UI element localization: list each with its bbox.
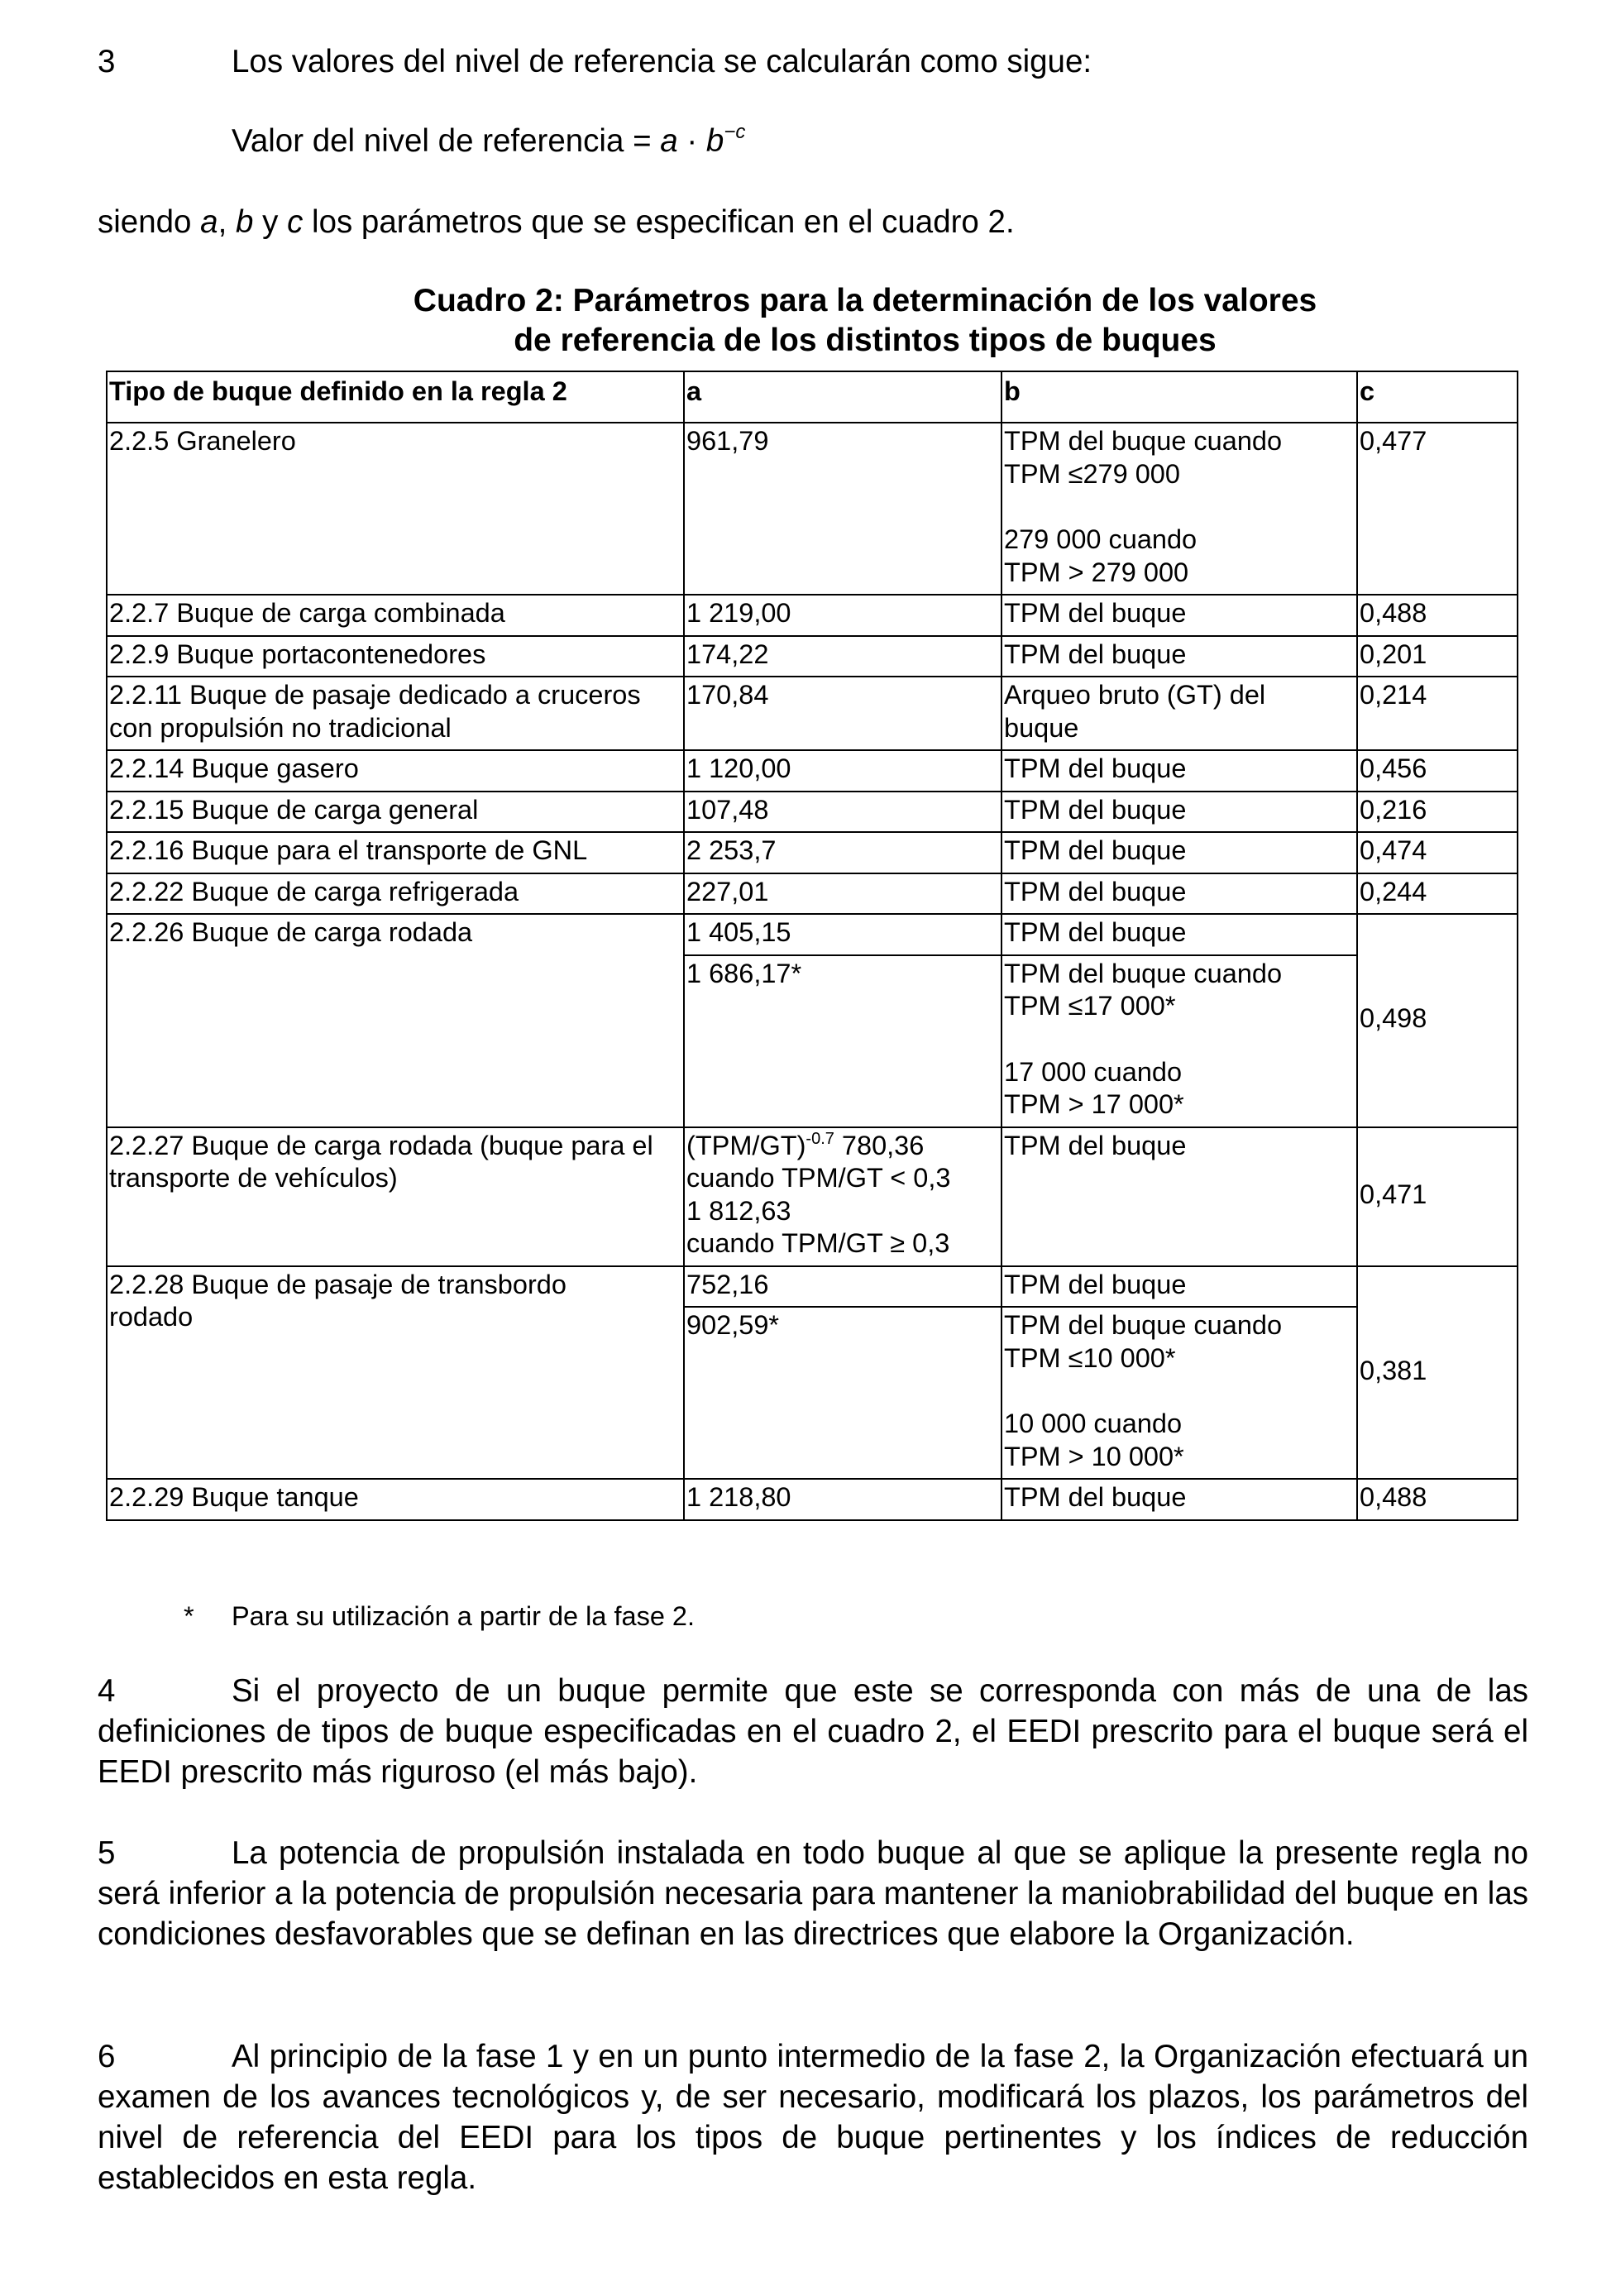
footnote-mark: *	[184, 1601, 194, 1631]
ship-type-cell: 2.2.5 Granelero	[107, 423, 684, 595]
paragraph-text: Los valores del nivel de referencia se calcularán como sigue:	[232, 44, 1092, 79]
c-cell: 0,488	[1357, 595, 1518, 636]
a-cell: 1 405,15	[684, 914, 1001, 955]
a-cell: 2 253,7	[684, 832, 1001, 873]
table-footnote	[184, 1600, 695, 1633]
c-cell: 0,474	[1357, 832, 1518, 873]
a-cell: 961,79	[684, 423, 1001, 595]
ship-type-cell: 2.2.11 Buque de pasaje dedicado a cruceros con propulsión no tradicional	[107, 677, 684, 750]
a-cell: 1 120,00	[684, 750, 1001, 792]
a-cell: 1 686,17*	[684, 955, 1001, 1127]
paragraph-number: 5	[98, 1835, 116, 1871]
header-c: c	[1357, 371, 1518, 423]
table-title	[106, 281, 1611, 361]
b-cell: TPM del buque	[1001, 832, 1357, 873]
b-cell: TPM del buque cuando TPM ≤17 000* 17 000 cuando TPM > 17 000*	[1001, 955, 1357, 1127]
formula-exponent: −c	[724, 121, 746, 143]
b-cell: TPM del buque cuando TPM ≤10 000* 10 000 cuando TPM > 10 000*	[1001, 1307, 1357, 1479]
ship-type-cell: 2.2.26 Buque de carga rodada	[107, 914, 684, 1127]
b-cell: TPM del buque	[1001, 1479, 1357, 1520]
b-cell: TPM del buque	[1001, 1266, 1357, 1308]
parameters-note: siendo a, b y c los parámetros que se especifican en el cuadro 2.	[98, 204, 1015, 240]
b-cell: Arqueo bruto (GT) del buque	[1001, 677, 1357, 750]
ship-type-cell: 2.2.7 Buque de carga combinada	[107, 595, 684, 636]
ship-type-cell: 2.2.15 Buque de carga general	[107, 792, 684, 833]
a-cell: 170,84	[684, 677, 1001, 750]
table-row	[107, 677, 1518, 750]
c-cell: 0,477	[1357, 423, 1518, 595]
a-cell: 1 219,00	[684, 595, 1001, 636]
c-cell: 0,381	[1357, 1266, 1518, 1480]
paragraph-3	[98, 41, 1528, 82]
ship-type-cell: 2.2.16 Buque para el transporte de GNL	[107, 832, 684, 873]
table-row	[107, 1479, 1518, 1520]
reference-formula	[232, 121, 745, 161]
ship-type-cell: 2.2.28 Buque de pasaje de transbordo rodado	[107, 1266, 684, 1480]
c-cell: 0,201	[1357, 636, 1518, 677]
ship-type-cell: 2.2.9 Buque portacontenedores	[107, 636, 684, 677]
formula-a: a	[660, 123, 678, 159]
footnote-text: Para su utilización a partir de la fase 2.	[232, 1601, 696, 1631]
a-cell: 902,59*	[684, 1307, 1001, 1479]
ship-type-cell: 2.2.29 Buque tanque	[107, 1479, 684, 1520]
table-header-row	[107, 371, 1518, 423]
table-row	[107, 914, 1518, 955]
paragraph-5	[98, 1833, 1528, 1954]
c-cell: 0,214	[1357, 677, 1518, 750]
formula-text: Valor del nivel de referencia =	[232, 123, 661, 159]
a-cell: 227,01	[684, 873, 1001, 915]
c-cell: 0,471	[1357, 1127, 1518, 1266]
b-cell: TPM del buque	[1001, 873, 1357, 915]
b-cell: TPM del buque	[1001, 1127, 1357, 1266]
table-row	[107, 792, 1518, 833]
paragraph-text: Al principio de la fase 1 y en un punto intermedio de la fase 2, la Organización efectuará un examen de los avances tecnológicos y, de ser necesario, modificará los plazos, los parámetros del nivel de referencia del EEDI para los tipos de buque pertinentes y los índices de reducción establecidos en esta regla.	[98, 2039, 1528, 2196]
formula-dot: ·	[677, 123, 706, 159]
paragraph-text: La potencia de propulsión instalada en todo buque al que se aplique la presente regla no será inferior a la potencia de propulsión necesaria para mantener la maniobrabilidad del buque en las condiciones desfavorables que se definan en las directrices que elabore la Organización.	[98, 1835, 1528, 1952]
paragraph-4	[98, 1671, 1528, 1792]
c-cell: 0,498	[1357, 914, 1518, 1127]
paragraph-number: 4	[98, 1673, 116, 1709]
b-cell: TPM del buque	[1001, 792, 1357, 833]
c-cell: 0,456	[1357, 750, 1518, 792]
table-row	[107, 423, 1518, 595]
b-cell: TPM del buque	[1001, 636, 1357, 677]
b-cell: TPM del buque cuando TPM ≤279 000 279 000 cuando TPM > 279 000	[1001, 423, 1357, 595]
header-b: b	[1001, 371, 1357, 423]
a-cell: 174,22	[684, 636, 1001, 677]
paragraph-number: 6	[98, 2039, 116, 2074]
a-cell: 752,16	[684, 1266, 1001, 1308]
c-cell: 0,488	[1357, 1479, 1518, 1520]
table-row	[107, 832, 1518, 873]
c-cell: 0,244	[1357, 873, 1518, 915]
table-row	[107, 750, 1518, 792]
ship-type-cell: 2.2.27 Buque de carga rodada (buque para el transporte de vehículos)	[107, 1127, 684, 1266]
b-cell: TPM del buque	[1001, 595, 1357, 636]
a-cell: 107,48	[684, 792, 1001, 833]
reference-parameters-table	[106, 371, 1518, 1521]
paragraph-text: Si el proyecto de un buque permite que este se corresponda con más de una de las definiciones de tipos de buque especificadas en el cuadro 2, el EEDI prescrito para el buque será el EEDI prescrito más riguroso (el más bajo).	[98, 1673, 1528, 1790]
table-row	[107, 595, 1518, 636]
paragraph-number: 3	[98, 44, 116, 79]
paragraph-6	[98, 2036, 1528, 2198]
a-cell: $(TPM/GT)^{-0.7}$ 780,36 cuando TPM/GT < 0,3 1 812,63 cuando TPM/GT ≥ 0,3	[684, 1127, 1001, 1266]
b-cell: TPM del buque	[1001, 914, 1357, 955]
header-a: a	[684, 371, 1001, 423]
table-title-line-1: Cuadro 2: Parámetros para la determinación de los valores	[413, 283, 1317, 318]
c-cell: 0,216	[1357, 792, 1518, 833]
table-row	[107, 1127, 1518, 1266]
ship-type-cell: 2.2.14 Buque gasero	[107, 750, 684, 792]
header-ship-type: Tipo de buque definido en la regla 2	[107, 371, 684, 423]
formula-b: b	[705, 123, 724, 159]
ship-type-cell: 2.2.22 Buque de carga refrigerada	[107, 873, 684, 915]
table-row	[107, 873, 1518, 915]
table-row	[107, 636, 1518, 677]
table-title-line-2: de referencia de los distintos tipos de buques	[514, 323, 1217, 358]
b-cell: TPM del buque	[1001, 750, 1357, 792]
a-cell: 1 218,80	[684, 1479, 1001, 1520]
table-row	[107, 1266, 1518, 1308]
